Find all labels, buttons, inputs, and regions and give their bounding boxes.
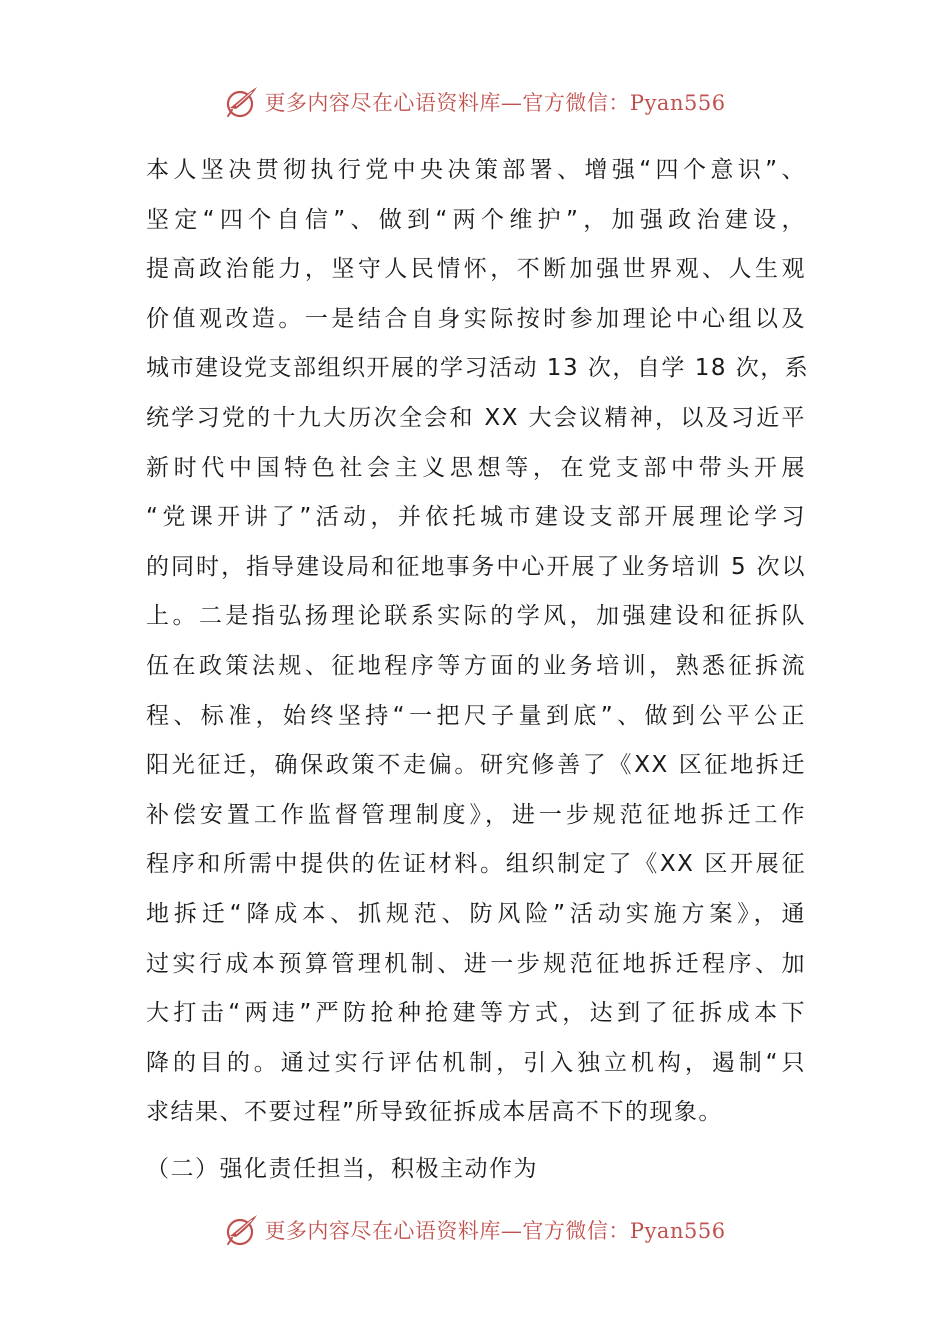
text-line: 本人坚决贯彻执行党中央决策部署、增强“四个意识”、 [146,157,806,183]
watermark-text: 更多内容尽在心语资料库—官方微信：Pyan556 [264,1219,726,1243]
text-line: 补偿安置工作监督管理制度》，进一步规范征地拆迁工作 [146,801,806,828]
watermark-text: 更多内容尽在心语资料库—官方微信：Pyan556 [264,91,726,115]
text-line: 价值观改造。一是结合自身实际按时参加理论中心组以及 [146,305,806,332]
text-line: 城市建设党支部组织开展的学习活动 13 次，自学 18 次，系 [146,355,810,382]
text-line: 降的目的。通过实行评估机制，引入独立机构，遏制“只 [146,1049,806,1076]
text-line: 过实行成本预算管理机制、进一步规范征地拆迁程序、加 [146,950,806,977]
body-paragraph [146,146,810,1138]
text-line: 新时代中国特色社会主义思想等，在党支部中带头开展 [146,454,806,481]
text-line: 提高政治能力，坚守人民情怀，不断加强世界观、人生观 [146,256,806,283]
header-watermark [0,82,950,122]
quill-pen-logo-icon [224,84,260,120]
text-line: 求结果、不要过程”所导致征拆成本居高不下的现象。 [146,1099,723,1126]
text-line: 坚定“四个自信”、做到“两个维护”，加强政治建设， [146,206,806,233]
text-line: 大打击“两违”严防抢种抢建等方式，达到了征拆成本下 [146,1000,806,1027]
section-subheading: （二）强化责任担当，积极主动作为 [146,1156,538,1182]
text-line: 上。二是指弘扬理论联系实际的学风，加强建设和征拆队 [146,603,806,630]
text-line: “党课开讲了”活动，并依托城市建设支部开展理论学习 [146,504,806,531]
quill-pen-logo-icon [224,1212,260,1248]
text-line: 的同时，指导建设局和征地事务中心开展了业务培训 5 次以 [146,553,806,580]
footer-watermark [0,1210,950,1250]
text-line: 程、标准，始终坚持“一把尺子量到底”、做到公平公正 [146,702,806,729]
text-line: 伍在政策法规、征地程序等方面的业务培训，熟悉征拆流 [146,652,806,679]
text-line: 程序和所需中提供的佐证材料。组织制定了《XX 区开展征 [146,851,806,878]
text-line: 地拆迁“降成本、抓规范、防风险”活动实施方案》，通 [146,900,806,927]
text-line: 阳光征迁，确保政策不走偏。研究修善了《XX 区征地拆迁 [146,752,806,779]
text-line: 统学习党的十九大历次全会和 XX 大会议精神，以及习近平 [146,404,806,431]
